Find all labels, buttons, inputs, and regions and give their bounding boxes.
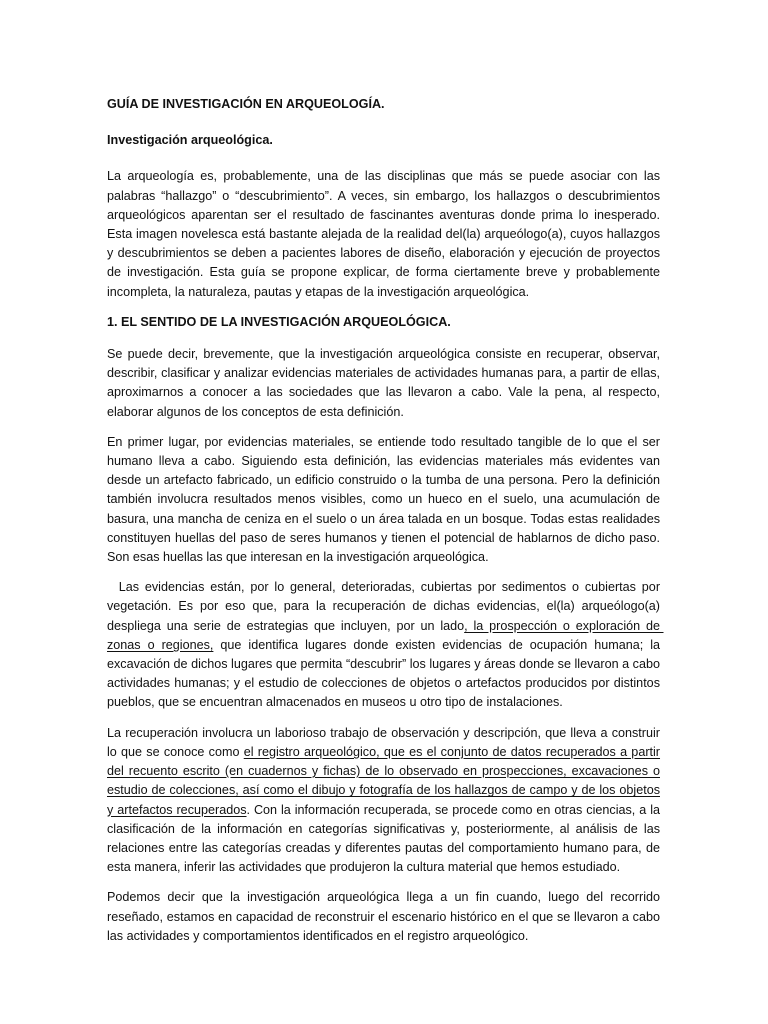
paragraph-recovery-strategies <box>107 578 664 712</box>
document-title: GUÍA DE INVESTIGACIÓN EN ARQUEOLOGÍA. <box>107 97 385 111</box>
underlined-text: el registro arqueológico, que es el conjunto de datos recuperados a partir del recuento escrito (en cuadernos y fichas) de lo observado en prospecciones, excavaciones o estudio de colecciones, así como el dibujo y fotografía de los hallazgos de campo y de los objetos y artefactos recuperados <box>107 744 661 817</box>
paragraph-definition: Se puede decir, brevemente, que la investigación arqueológica consiste en recuperar, observar, describir, clasificar y analizar evidencias materiales de actividades humanas para, a partir de ellas, aproximarnos a conocer a las sociedades que las llevaron a cabo. Vale la pena, al respecto, elaborar algunos de los conceptos de esta definición. <box>107 347 660 419</box>
document-page <box>107 95 664 957</box>
paragraph-text: La recuperación involucra un laborioso trabajo de observación y descripción, que lleva a construir lo que se conoce como <box>107 725 660 759</box>
document-subtitle: Investigación arqueológica. <box>107 133 273 148</box>
underlined-text: , la prospección o exploración de zonas o regiones, <box>107 618 664 652</box>
paragraph-text: que identifica lugares donde existen evidencias de ocupación humana; la excavación de dichos lugares que permita “descubrir” los lugares y áreas donde se llevaron a cabo actividades humanas; y el estudio de colecciones de objetos o artefactos producidos por distintos pueblos, que se encuentran almacenados en museos u otro tipo de instalaciones. <box>107 637 664 710</box>
intro-paragraph: La arqueología es, probablemente, una de las disciplinas que más se puede asociar con las palabras “hallazgo” o “descubrimiento”. A veces, sin embargo, los hallazgos o descubrimientos arqueológicos aparentan ser el resultado de fascinantes aventuras donde prima lo inesperado. Esta imagen novelesca está bastante alejada de la realidad del(la) arqueólogo(a), cuyos hallazgos y descubrimientos se deben a pacientes labores de diseño, elaboración y ejecución de proyectos de investigación. Esta guía se propone explicar, de forma ciertamente breve y probablemente incompleta, la naturaleza, pautas y etapas de la investigación arqueológica. <box>107 169 660 299</box>
paragraph-text: . Con la información recuperada, se procede como en otras ciencias, a la clasificación de la información en categorías significativas y, posteriormente, al análisis de las relaciones entre las categorías creadas y diferentes pautas del comportamiento humano para, de esta manera, inferir las actividades que produjeron la cultura material que hemos estudiado. <box>107 802 661 875</box>
paragraph-text: Las evidencias están, por lo general, deterioradas, cubiertas por sedimentos o cubiertas por vegetación. Es por eso que, para la recuperación de dichas evidencias, el(la) arqueólogo(a) despliega una serie de estrategias que incluyen, por un lado <box>107 580 664 633</box>
paragraph-conclusion: Podemos decir que la investigación arqueológica llega a un fin cuando, luego del recorrido reseñado, estamos en capacidad de reconstruir el escenario histórico en el que se llevaron a cabo las actividades y comportamientos identificados en el registro arqueológico. <box>107 890 660 943</box>
paragraph-material-evidence: En primer lugar, por evidencias materiales, se entiende todo resultado tangible de lo que el ser humano lleva a cabo. Siguiendo esta definición, las evidencias materiales más evidentes van desde un artefacto fabricado, un edificio construido o la tumba de una persona. Pero la definición también involucra resultados menos visibles, como un hueco en el suelo, una acumulación de basura, una mancha de ceniza en el suelo o un área talada en un bosque. Todas estas realidades constituyen huellas del paso de seres humanos y tienen el potencial de hablarnos de dicho paso. Son esas huellas las que interesan en la investigación arqueológica. <box>107 434 660 565</box>
section-1-heading: 1. EL SENTIDO DE LA INVESTIGACIÓN ARQUEOLÓGICA. <box>107 314 451 329</box>
paragraph-archaeological-record <box>107 724 660 878</box>
